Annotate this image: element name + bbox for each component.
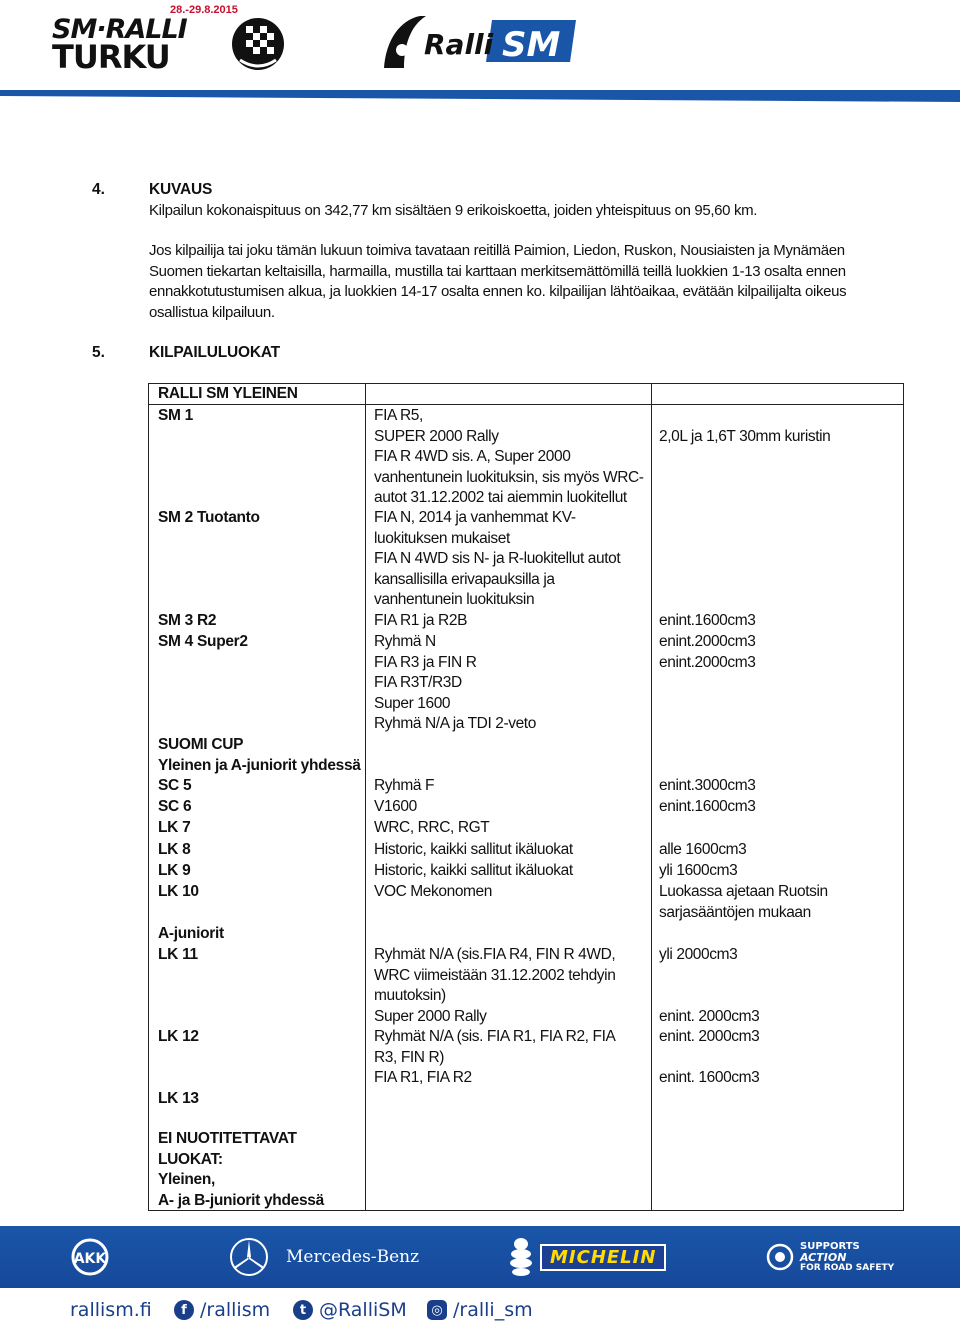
table-cell-class: LK 12 bbox=[158, 1028, 199, 1045]
svg-text:SM: SM bbox=[502, 25, 561, 65]
facebook-link[interactable] bbox=[174, 1299, 270, 1321]
table-cell-class: SC 5 bbox=[158, 777, 192, 794]
akk-logo bbox=[68, 1226, 112, 1288]
table-cell-cars: FIA R1, FIA R2 bbox=[374, 1069, 472, 1086]
table-cell-note: yli 1600cm3 bbox=[659, 862, 738, 879]
table-cell-note: enint. 2000cm3 bbox=[659, 1028, 760, 1045]
table-cell-cars: VOC Mekonomen bbox=[374, 883, 492, 900]
table-cell-class: LK 8 bbox=[158, 841, 191, 858]
website-link-text: rallism.fi bbox=[70, 1299, 152, 1321]
section-number: 4. bbox=[92, 181, 105, 198]
twitter-icon: t bbox=[293, 1300, 313, 1320]
instagram-link-text: /ralli_sm bbox=[453, 1299, 533, 1321]
table-cell-cars: V1600 bbox=[374, 798, 417, 815]
table-cell-class: A-juniorit bbox=[158, 925, 224, 942]
paragraph-line: ennakkotutustumisen alkua, ja luokkien 14-17 osalta ennen ko. kilpailijan lähtöaikaa, evätään kilpailijalta oikeus bbox=[149, 283, 847, 300]
twitter-link-text: @RalliSM bbox=[319, 1299, 407, 1321]
table-cell-note: enint. 1600cm3 bbox=[659, 1069, 760, 1086]
table-cell-note: 2,0L ja 1,6T 30mm kuristin bbox=[659, 427, 831, 445]
table-cell-class: LK 7 bbox=[158, 819, 191, 836]
sm-ralli-turku-logo bbox=[52, 4, 284, 76]
class-table bbox=[148, 383, 904, 1211]
paragraph-line: Suomen tiekartan keltaisilla, harmailla, mustilla tai karttaan merkitsemättömillä teillä luokkien 1-13 osalta ennen bbox=[149, 263, 846, 280]
table-cell-cars: Ryhmä F bbox=[374, 777, 435, 794]
mercedes-star-icon bbox=[228, 1236, 270, 1278]
table-cell-cars: Historic, kaikki sallitut ikäluokat bbox=[374, 862, 573, 879]
mercedes-benz-logo bbox=[228, 1226, 419, 1288]
table-cell-class: LK 9 bbox=[158, 862, 191, 879]
svg-text:Ralli: Ralli bbox=[424, 28, 494, 61]
table-cell-cars: FIA R5, SUPER 2000 Rally FIA R 4WD sis. A, Super 2000 vanhentunein luokituksin, sis myös WRC- autot 31.12.2002 tai aiemmin luokitellut bbox=[374, 407, 644, 507]
sponsor-bar bbox=[0, 1226, 960, 1288]
table-cell-cars: Ryhmät N/A (sis. FIA R1, FIA R2, FIA R3, FIN R) bbox=[374, 1028, 616, 1066]
mercedes-benz-wordmark: Mercedes-Benz bbox=[286, 1247, 420, 1267]
event-name-line1: SM·RALLI bbox=[52, 14, 187, 45]
table-cell-cars: Historic, kaikki sallitut ikäluokat bbox=[374, 841, 573, 858]
social-links bbox=[0, 1290, 960, 1331]
table-cell-class: SM 2 Tuotanto bbox=[158, 509, 260, 526]
paragraph-line: Kilpailun kokonaispituus on 342,77 km sisältäen 9 erikoiskoetta, joiden yhteispituus on 95,60 km. bbox=[149, 202, 758, 219]
table-cell-class: LK 13 bbox=[158, 1090, 199, 1108]
paragraph-line: osallistua kilpailuun. bbox=[149, 304, 275, 321]
table-cell-class: RALLI SM YLEINEN bbox=[158, 385, 298, 402]
road-safety-text: SUPPORTS ACTION FOR ROAD SAFETY bbox=[800, 1240, 895, 1273]
table-cell-cars: FIA R1 ja R2B bbox=[374, 612, 468, 629]
fia-action-road-safety-logo bbox=[766, 1226, 894, 1288]
table-cell-cars: Ryhmä N FIA R3 ja FIN R FIA R3T/R3D Super 1600 Ryhmä N/A ja TDI 2-veto bbox=[374, 633, 536, 733]
table-cell-class: EI NUOTITETTAVAT LUOKAT: Yleinen, A- ja B-juniorit yhdessä bbox=[158, 1130, 324, 1209]
michelin-logo bbox=[506, 1226, 666, 1288]
table-cell-note: enint.2000cm3 enint.2000cm3 bbox=[659, 633, 756, 671]
table-cell-note: enint.1600cm3 bbox=[659, 798, 756, 815]
page-header bbox=[0, 0, 960, 104]
event-dates: 28.-29.8.2015 bbox=[170, 4, 238, 16]
facebook-icon: f bbox=[174, 1300, 194, 1320]
section-title: KUVAUS bbox=[149, 181, 213, 198]
fia-emblem-icon bbox=[766, 1243, 794, 1271]
facebook-link-text: /rallism bbox=[200, 1299, 271, 1321]
table-cell-note: yli 2000cm3 enint. 2000cm3 bbox=[659, 946, 760, 1025]
instagram-icon: ◎ bbox=[427, 1300, 447, 1320]
section-title: KILPAILULUOKAT bbox=[149, 344, 280, 361]
table-cell-class: LK 10 bbox=[158, 883, 199, 900]
svg-text:AKK: AKK bbox=[73, 1251, 107, 1267]
table-cell-cars: Ryhmät N/A (sis.FIA R4, FIN R 4WD, WRC viimeistään 31.12.2002 tehdyin muutoksin) Super 2000 Rally bbox=[374, 946, 616, 1025]
checkered-flag-globe-icon bbox=[230, 16, 286, 72]
table-cell-cars: WRC, RRC, RGT bbox=[374, 819, 490, 836]
table-cell-class: SUOMI CUP Yleinen ja A-juniorit yhdessä bbox=[158, 736, 361, 774]
akk-emblem-icon bbox=[68, 1237, 112, 1277]
paragraph-line: Jos kilpailija tai joku tämän lukuun toimiva tavataan reitillä Paimion, Liedon, Ruskon, Nousiaisten ja Mynämäen bbox=[149, 242, 845, 259]
table-cell-class: SM 4 Super2 bbox=[158, 633, 248, 650]
table-cell-note: enint.1600cm3 bbox=[659, 612, 756, 629]
table-cell-class: SC 6 bbox=[158, 798, 192, 815]
ralli-sm-logo bbox=[380, 10, 580, 72]
table-cell-note: Luokassa ajetaan Ruotsin sarjasääntöjen mukaan bbox=[659, 883, 828, 921]
event-name-line2: TURKU bbox=[52, 38, 170, 76]
website-link[interactable] bbox=[70, 1299, 152, 1321]
header-divider-band bbox=[0, 90, 960, 102]
instagram-link[interactable] bbox=[427, 1299, 533, 1321]
table-cell-class: SM 1 bbox=[158, 407, 193, 424]
table-cell-class: LK 11 bbox=[158, 946, 198, 963]
table-cell-cars: FIA N, 2014 ja vanhemmat KV- luokituksen mukaiset FIA N 4WD sis N- ja R-luokitellut autot kansallisilla erivapauksilla ja vanhentunein luokituksin bbox=[374, 509, 621, 609]
twitter-link[interactable] bbox=[293, 1299, 407, 1321]
section-number: 5. bbox=[92, 344, 105, 361]
table-cell-note: enint.3000cm3 bbox=[659, 777, 756, 794]
table-cell-class: SM 3 R2 bbox=[158, 612, 217, 629]
table-column-divider bbox=[365, 384, 366, 1211]
michelin-wordmark: MICHELIN bbox=[540, 1244, 666, 1271]
michelin-man-icon bbox=[506, 1237, 536, 1277]
table-cell-note: alle 1600cm3 bbox=[659, 841, 747, 858]
